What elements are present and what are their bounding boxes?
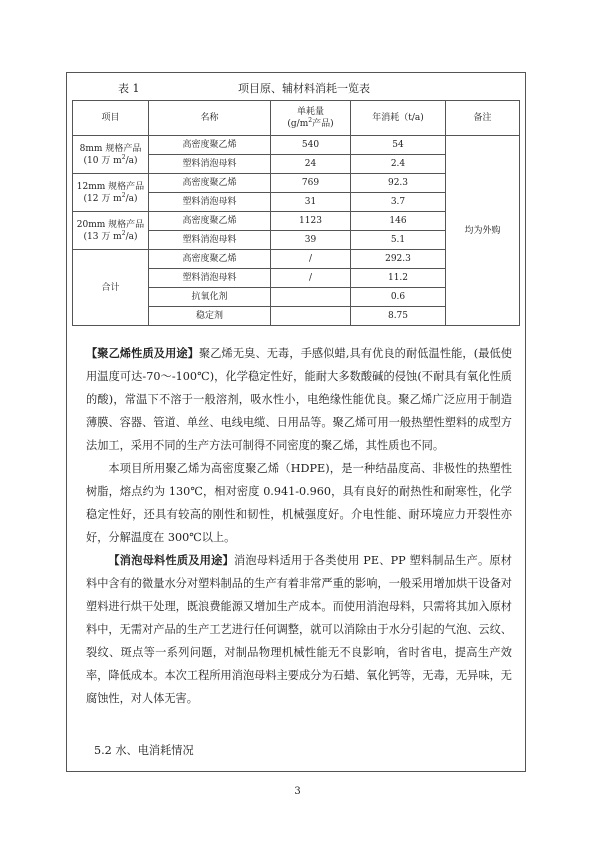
annual-consumption: 292.3	[351, 250, 446, 269]
annual-consumption: 92.3	[351, 174, 446, 193]
annual-consumption: 3.7	[351, 193, 446, 212]
group-label-line2-pre: (13 万 m	[83, 231, 122, 242]
materials-table	[72, 100, 520, 326]
unit-consumption: 31	[271, 193, 351, 212]
annual-consumption: 2.4	[351, 155, 446, 174]
material-name: 塑料消泡母料	[149, 269, 271, 288]
material-name: 高密度聚乙烯	[149, 250, 271, 269]
unit-consumption	[271, 307, 351, 326]
table-row	[73, 136, 520, 155]
table-header-row	[73, 101, 520, 136]
unit-consumption: 769	[271, 174, 351, 193]
annual-consumption: 54	[351, 136, 446, 155]
paragraph-defoamer	[86, 549, 512, 710]
group-label-cell	[73, 174, 149, 212]
material-name: 抗氧化剂	[149, 288, 271, 307]
polyethylene-text: 聚乙烯无臭、无毒，手感似蜡,具有优良的耐低温性能，(最低使用温度可达-70～-100℃)，化学稳定性好，能耐大多数酸碱的侵蚀(不耐具有氧化性质的酸)，常温下不溶于一般溶剂，吸水性小，电绝缘性能优良。聚乙烯广泛应用于制造薄膜、容器、管道、单丝、电线电缆、日用品等。聚乙烯可用一般热塑性塑料的成型方法加工，采用不同的生产方法可制得不同密度的聚乙烯，其性质也不同。	[86, 347, 512, 452]
group-label-sup: 2	[121, 191, 126, 199]
header-unit-sup: 2	[308, 117, 313, 124]
group-label-cell	[73, 212, 149, 250]
annual-consumption: 0.6	[351, 288, 446, 307]
defoamer-text: 消泡母料适用于各类使用 PE、PP 塑料制品生产。原材料中含有的微量水分对塑料制品的生产有着非常严重的影响，一般采用增加烘干设备对塑料进行烘干处理，既浪费能源又增加生产成本。而使用消泡母料，只需将其加入原材料中，无需对产品的生产工艺进行任何调整，就可以消除由于水分引起的气泡、云纹、裂纹、斑点等一系列问题，对制品物理机械性能无不良影响，省时省电，提高生产效率，降低成本。本次工程所用消泡母料主要成分为石蜡、氧化钙等，无毒，无异味，无腐蚀性，对人体无害。	[86, 554, 512, 705]
unit-consumption: 24	[271, 155, 351, 174]
unit-consumption: 540	[271, 136, 351, 155]
body-text	[86, 342, 512, 710]
header-annual: 年消耗（t/a)	[351, 101, 446, 136]
header-unit-line2-post: 产品)	[312, 119, 334, 129]
annual-consumption: 8.75	[351, 307, 446, 326]
polyethylene-keyword: 【聚乙烯性质及用途】	[86, 346, 199, 360]
material-name: 高密度聚乙烯	[149, 136, 271, 155]
material-name: 塑料消泡母料	[149, 193, 271, 212]
page-number: 3	[294, 786, 301, 797]
header-name: 名称	[149, 101, 271, 136]
remark-cell: 均为外购	[446, 136, 520, 326]
group-label-sup: 2	[121, 153, 126, 161]
header-unit	[271, 101, 351, 136]
material-name: 塑料消泡母料	[149, 155, 271, 174]
paragraph-hdpe: 本项目所用聚乙烯为高密度聚乙烯（HDPE)，是一种结晶度高、非极性的热塑性树脂，熔点约为 130℃，相对密度 0.941-0.960，具有良好的耐热性和耐寒性，化学稳定性好，还具有较高的刚性和韧性，机械强度好。介电性能、耐环境应力开裂性亦好，分解温度在 300℃以上。	[86, 462, 512, 544]
group-label-line1: 12mm 规格产品	[76, 181, 145, 192]
group-label-line2-post: /a)	[125, 193, 138, 204]
group-label-sup: 2	[121, 229, 126, 237]
group-label-line2-post: /a)	[125, 155, 138, 166]
material-name: 高密度聚乙烯	[149, 212, 271, 231]
defoamer-keyword: 【消泡母料性质及用途】	[108, 553, 234, 567]
table-title: 项目原、辅材料消耗一览表	[238, 82, 370, 95]
paragraph-polyethylene	[86, 342, 512, 457]
section-heading: 5.2 水、电消耗情况	[94, 744, 194, 757]
unit-consumption: 1123	[271, 212, 351, 231]
unit-consumption	[271, 288, 351, 307]
header-item: 项目	[73, 101, 149, 136]
unit-consumption: /	[271, 250, 351, 269]
group-label-cell	[73, 136, 149, 174]
group-label-line1: 8mm 规格产品	[79, 143, 142, 154]
header-unit-line2-pre: (g/m	[287, 119, 309, 129]
unit-consumption: /	[271, 269, 351, 288]
header-remark: 备注	[446, 101, 520, 136]
material-name: 塑料消泡母料	[149, 231, 271, 250]
annual-consumption: 146	[351, 212, 446, 231]
material-name: 高密度聚乙烯	[149, 174, 271, 193]
group-label-line2-post: /a)	[125, 231, 138, 242]
annual-consumption: 5.1	[351, 231, 446, 250]
group-label-line1: 20mm 规格产品	[76, 219, 145, 230]
table-number: 表 1	[118, 82, 140, 95]
group-label-line2-pre: (10 万 m	[83, 155, 122, 166]
material-name: 稳定剂	[149, 307, 271, 326]
unit-consumption: 39	[271, 231, 351, 250]
total-label: 合计	[73, 250, 149, 326]
header-unit-line1: 单耗量	[296, 107, 324, 117]
group-label-line2-pre: (12 万 m	[83, 193, 122, 204]
annual-consumption: 11.2	[351, 269, 446, 288]
